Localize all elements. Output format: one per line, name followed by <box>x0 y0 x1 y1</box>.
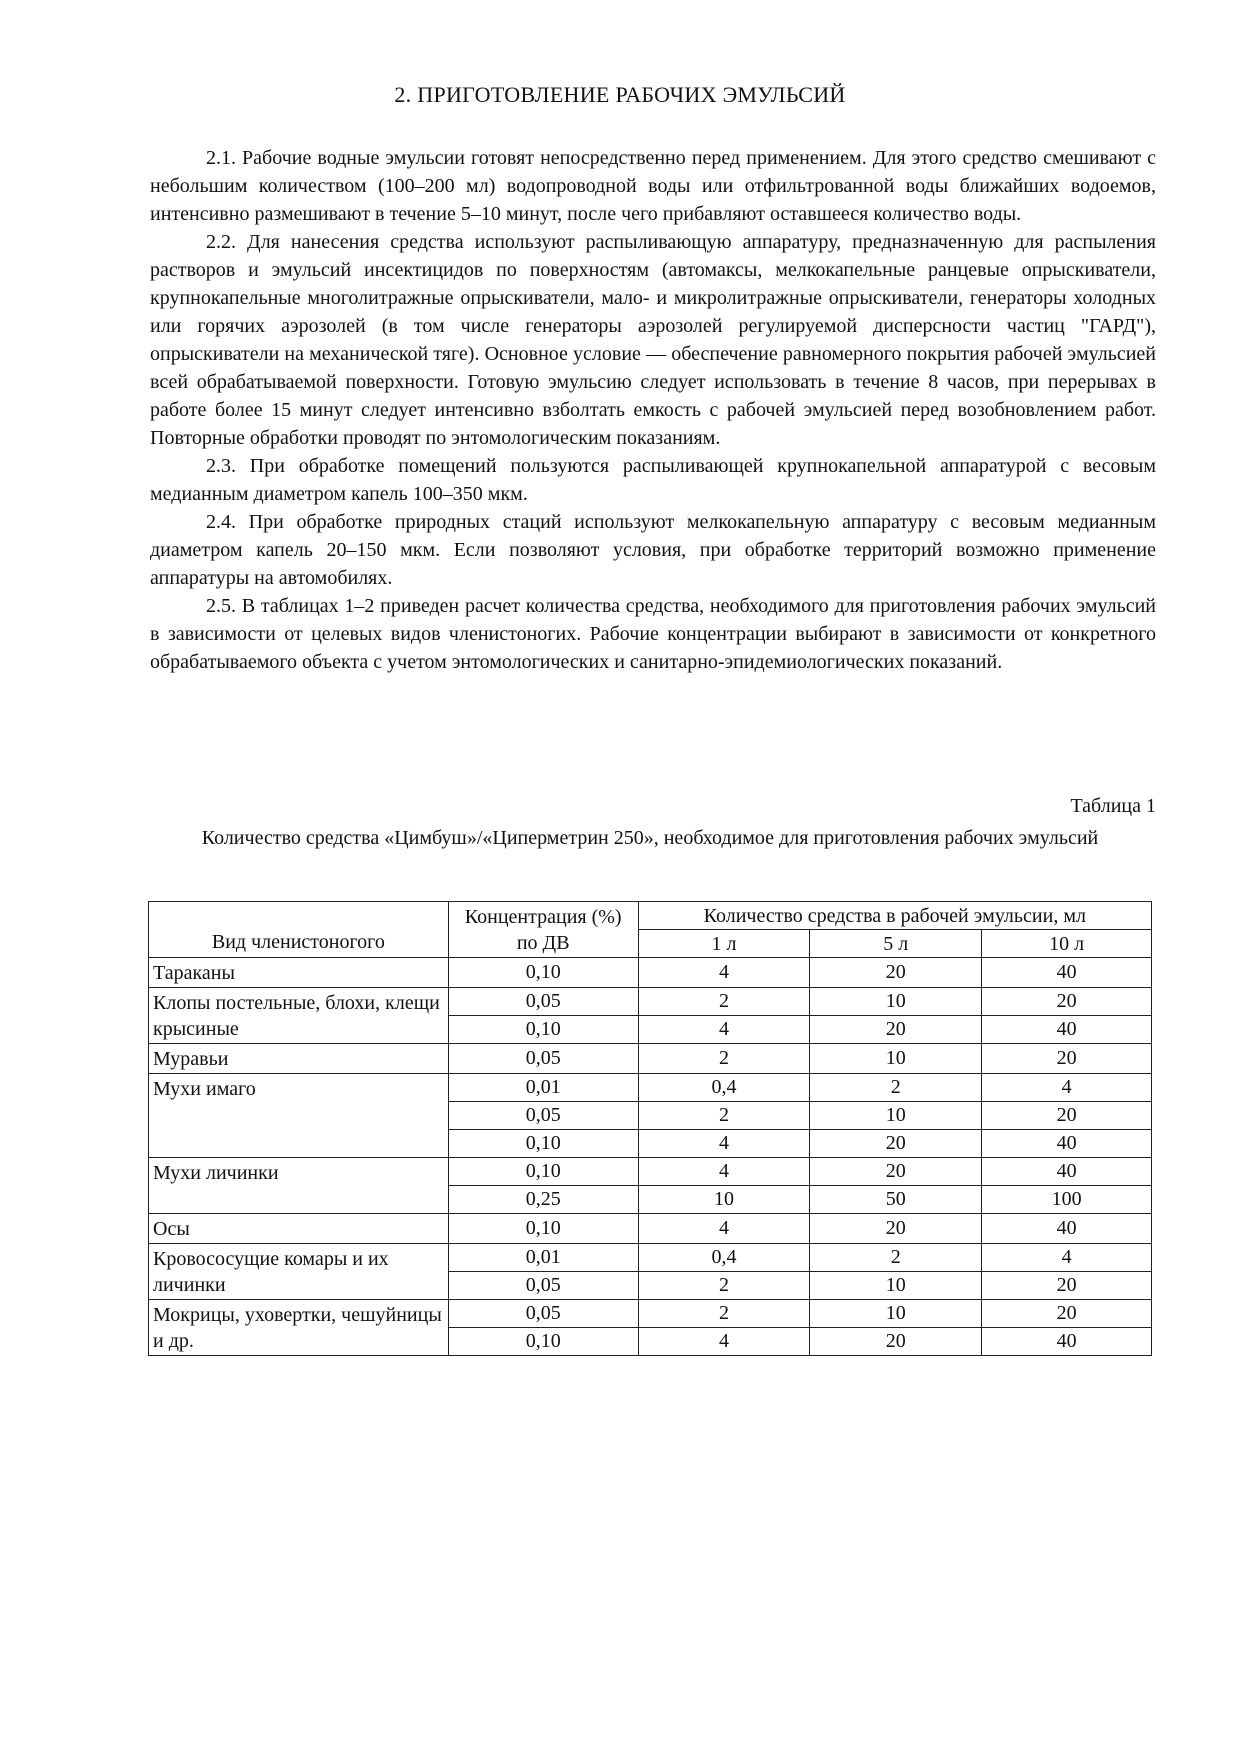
volume-5l-header: 5 л <box>810 930 982 958</box>
species-cell: Муравьи <box>149 1044 449 1074</box>
volume-10l-cell: 20 <box>982 1044 1152 1074</box>
concentration-cell: 0,05 <box>448 1300 638 1328</box>
volume-1l-cell: 4 <box>638 1158 810 1186</box>
volume-5l-cell: 20 <box>810 958 982 988</box>
volume-10l-cell: 40 <box>982 1158 1152 1186</box>
concentration-cell: 0,10 <box>448 1214 638 1244</box>
table-row <box>149 1158 1152 1186</box>
table-row <box>149 958 1152 988</box>
species-cell: Осы <box>149 1214 449 1244</box>
volume-1l-cell: 4 <box>638 1328 810 1356</box>
concentration-cell: 0,10 <box>448 1130 638 1158</box>
volume-10l-cell: 40 <box>982 1328 1152 1356</box>
species-cell: Мокрицы, уховертки, чешуйницы и др. <box>149 1300 449 1356</box>
volume-5l-cell: 2 <box>810 1074 982 1102</box>
volume-5l-cell: 20 <box>810 1130 982 1158</box>
volume-5l-cell: 2 <box>810 1244 982 1272</box>
concentration-cell: 0,05 <box>448 988 638 1016</box>
volume-1l-header: 1 л <box>638 930 810 958</box>
volume-5l-cell: 50 <box>810 1186 982 1214</box>
volume-5l-cell: 10 <box>810 1102 982 1130</box>
amount-column-header: Количество средства в рабочей эмульсии, мл <box>638 902 1151 930</box>
section-title: 2. ПРИГОТОВЛЕНИЕ РАБОЧИХ ЭМУЛЬСИЙ <box>394 82 846 107</box>
concentration-cell: 0,05 <box>448 1102 638 1130</box>
volume-1l-cell: 2 <box>638 1044 810 1074</box>
concentration-cell: 0,01 <box>448 1074 638 1102</box>
species-cell: Тараканы <box>149 958 449 988</box>
volume-1l-cell: 4 <box>638 1214 810 1244</box>
table-row <box>149 1044 1152 1074</box>
species-cell: Мухи имаго <box>149 1074 449 1158</box>
volume-10l-header: 10 л <box>982 930 1152 958</box>
paragraph-2-4: 2.4. При обработке природных стаций используют мелкокапельную аппаратуру с весовым медианным диаметром капель 20–150 мкм. Если позволяют условия, при обработке территорий возможно применение аппаратуры на автомобилях. <box>150 511 1156 589</box>
concentration-cell: 0,10 <box>448 958 638 988</box>
body-text <box>150 144 1156 676</box>
volume-5l-cell: 20 <box>810 1328 982 1356</box>
concentration-column-header: Концентрация (%) по ДВ <box>448 902 638 958</box>
volume-10l-cell: 20 <box>982 1272 1152 1300</box>
species-cell: Кровососущие комары и их личинки <box>149 1244 449 1300</box>
concentration-cell: 0,05 <box>448 1044 638 1074</box>
species-cell: Мухи личинки <box>149 1158 449 1214</box>
table-row <box>149 988 1152 1016</box>
volume-1l-cell: 2 <box>638 1102 810 1130</box>
volume-10l-cell: 40 <box>982 1130 1152 1158</box>
volume-5l-cell: 10 <box>810 1272 982 1300</box>
table-header-row <box>149 902 1152 930</box>
concentration-cell: 0,10 <box>448 1328 638 1356</box>
paragraph-2-2: 2.2. Для нанесения средства используют распыливающую аппаратуру, предназначенную для распыления растворов и эмульсий инсектицидов по поверхностям (автомаксы, мелкокапельные ранцевые опрыскиватели, крупнокапельные многолитражные опрыскиватели, мало- и микролитражные опрыскиватели, генераторы холодных или горячих аэрозолей (в том числе генераторы аэрозолей регулируемой дисперсности частиц "ГАРД"), опрыскиватели на механической тяге). Основное условие — обеспечение равномерного покрытия рабочей эмульсией всей обрабатываемой поверхности. Готовую эмульсию следует использовать в течение 8 часов, при перерывах в работе более 15 минут следует интенсивно взболтать емкость с рабочей эмульсией перед возобновлением работ. Повторные обработки проводят по энтомологическим показаниям. <box>150 231 1156 449</box>
paragraph-2-3: 2.3. При обработке помещений пользуются распыливающей крупнокапельной аппаратурой с весовым медианным диаметром капель 100–350 мкм. <box>150 455 1156 505</box>
volume-5l-cell: 20 <box>810 1214 982 1244</box>
volume-10l-cell: 100 <box>982 1186 1152 1214</box>
volume-10l-cell: 20 <box>982 1102 1152 1130</box>
table-label: Таблица 1 <box>1070 795 1156 817</box>
volume-5l-cell: 10 <box>810 1300 982 1328</box>
paragraph-2-1: 2.1. Рабочие водные эмульсии готовят непосредственно перед применением. Для этого средство смешивают с небольшим количеством (100–200 мл) водопроводной воды или отфильтрованной воды ближайших водоемов, интенсивно размешивают в течение 5–10 минут, после чего прибавляют оставшееся количество воды. <box>150 147 1156 225</box>
table-body <box>149 958 1152 1356</box>
volume-5l-cell: 20 <box>810 1016 982 1044</box>
table-row <box>149 1244 1152 1272</box>
volume-1l-cell: 4 <box>638 1130 810 1158</box>
volume-1l-cell: 2 <box>638 1300 810 1328</box>
paragraph-2-5: 2.5. В таблицах 1–2 приведен расчет количества средства, необходимого для приготовления рабочих эмульсий в зависимости от целевых видов членистоногих. Рабочие концентрации выбирают в зависимости от конкретного обрабатываемого объекта с учетом энтомологических и санитарно-эпидемиологических показаний. <box>150 595 1156 673</box>
volume-1l-cell: 10 <box>638 1186 810 1214</box>
volume-1l-cell: 4 <box>638 1016 810 1044</box>
volume-10l-cell: 4 <box>982 1244 1152 1272</box>
volume-5l-cell: 10 <box>810 988 982 1016</box>
volume-10l-cell: 4 <box>982 1074 1152 1102</box>
volume-10l-cell: 20 <box>982 1300 1152 1328</box>
concentration-cell: 0,05 <box>448 1272 638 1300</box>
volume-10l-cell: 40 <box>982 1214 1152 1244</box>
volume-5l-cell: 20 <box>810 1158 982 1186</box>
concentration-cell: 0,10 <box>448 1016 638 1044</box>
species-cell: Клопы постельные, блохи, клещи крысиные <box>149 988 449 1044</box>
volume-1l-cell: 2 <box>638 988 810 1016</box>
table-row <box>149 1300 1152 1328</box>
volume-1l-cell: 2 <box>638 1272 810 1300</box>
concentration-cell: 0,25 <box>448 1186 638 1214</box>
dosage-table <box>148 901 1152 1356</box>
table-row <box>149 1074 1152 1102</box>
table-caption: Количество средства «Цимбуш»/«Циперметрин 250», необходимое для приготовления рабочих эмульсий <box>201 827 1099 849</box>
concentration-cell: 0,01 <box>448 1244 638 1272</box>
volume-1l-cell: 4 <box>638 958 810 988</box>
volume-10l-cell: 40 <box>982 1016 1152 1044</box>
table-row <box>149 1214 1152 1244</box>
volume-1l-cell: 0,4 <box>638 1074 810 1102</box>
species-column-header: Вид членистоногого <box>149 902 449 958</box>
volume-1l-cell: 0,4 <box>638 1244 810 1272</box>
volume-5l-cell: 10 <box>810 1044 982 1074</box>
volume-10l-cell: 40 <box>982 958 1152 988</box>
volume-10l-cell: 20 <box>982 988 1152 1016</box>
concentration-cell: 0,10 <box>448 1158 638 1186</box>
